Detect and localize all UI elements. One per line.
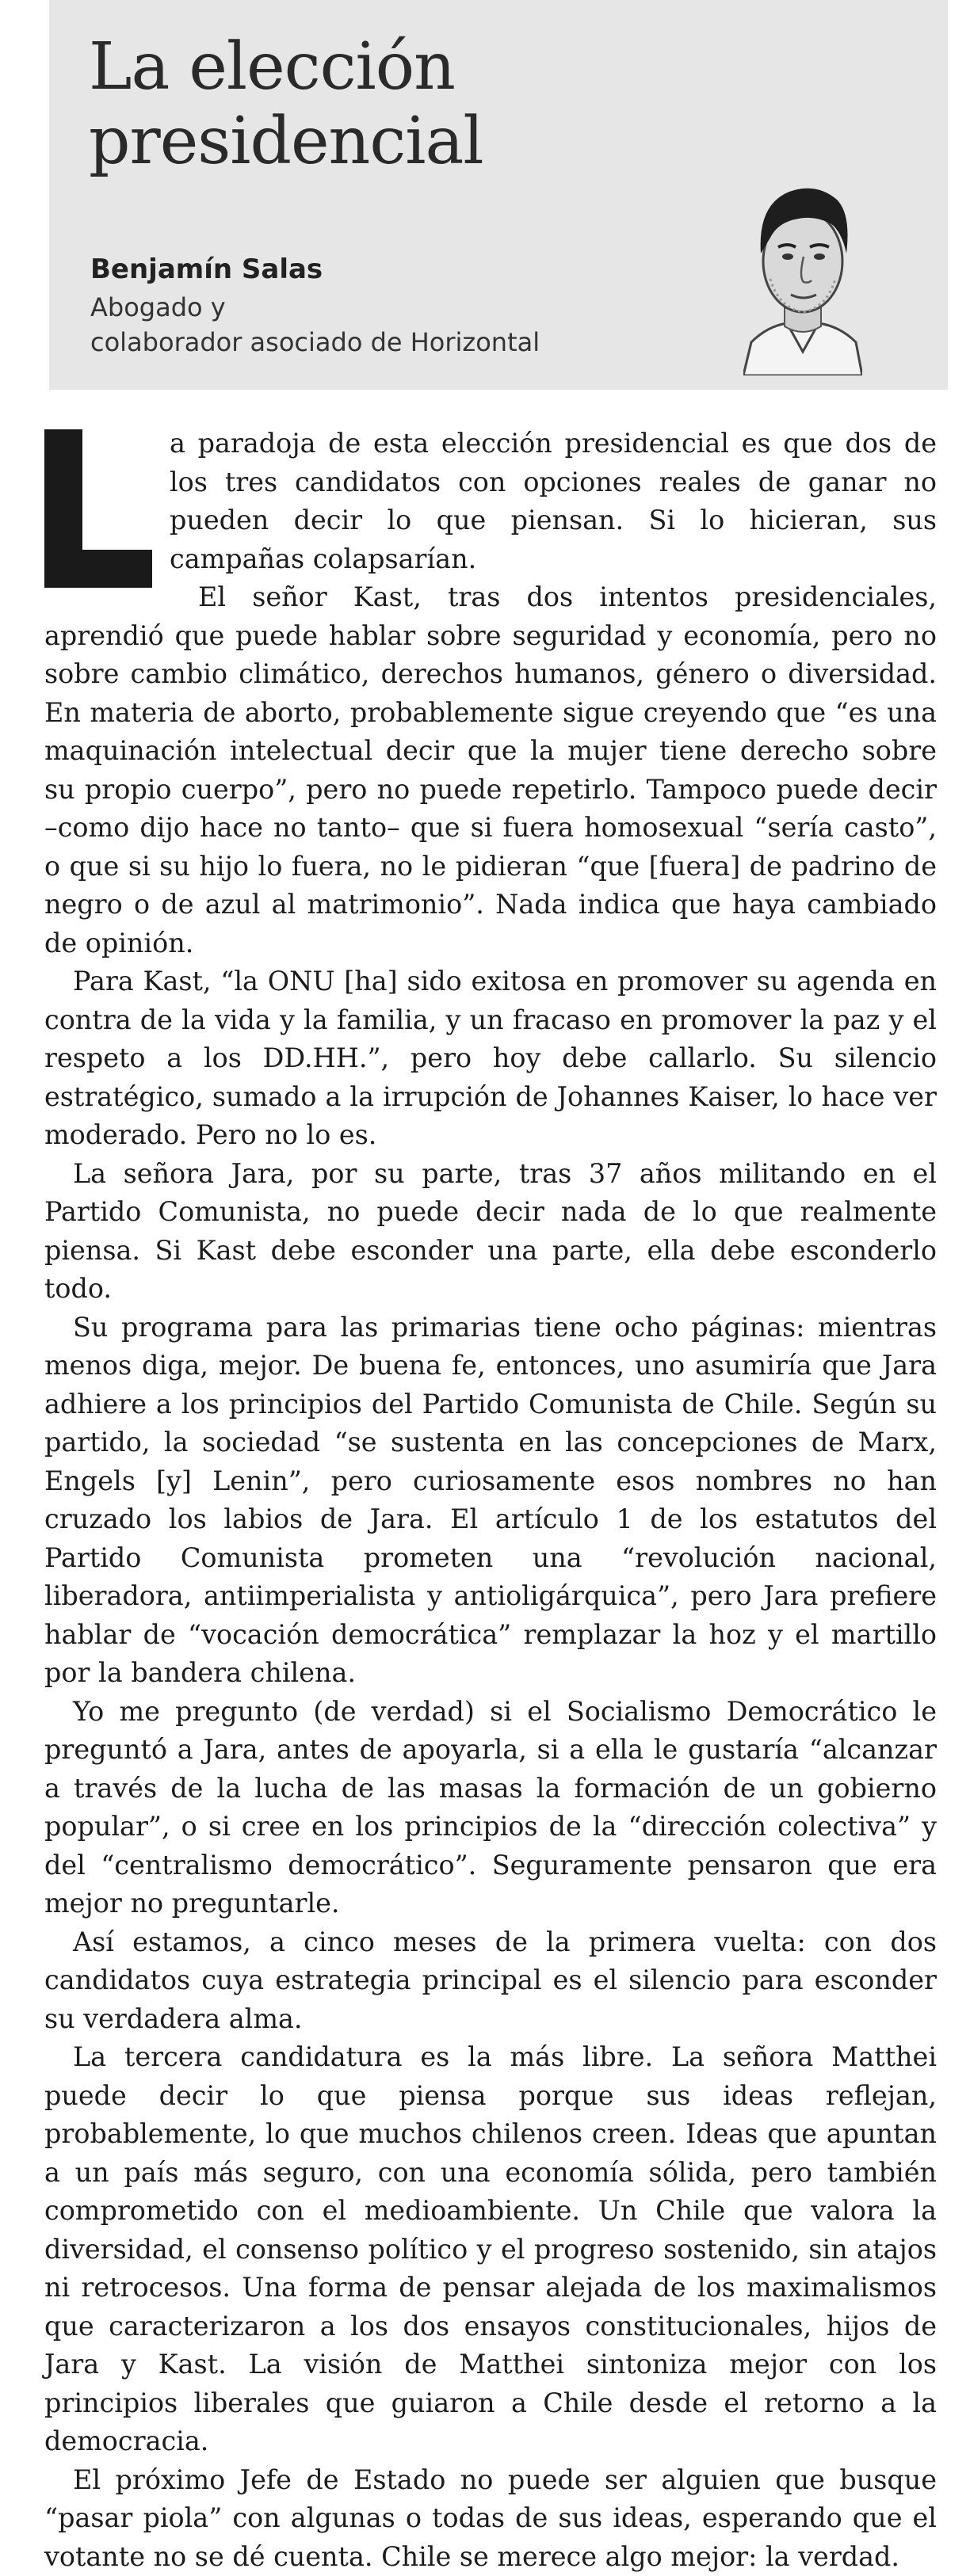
author-name: Benjamín Salas [90,253,323,285]
article-title [89,30,483,179]
drop-cap-letter: L [63,526,69,535]
paragraph: Así estamos, a cinco meses de la primera vuelta: con dos candidatos cuya estrategia principal es el silencio para esconder su verdadera alma. [44,1923,937,2039]
drop-cap [44,429,152,588]
paragraph: La tercera candidatura es la más libre. La señora Matthei puede decir lo que piensa porque sus ideas reflejan, probablemente, lo que muchos chilenos creen. Ideas que apuntan a un país más seguro, con una economía sólida, pero también comprometido con el medioambiente. Un Chile que valora la diversidad, el consenso político y el progreso sostenido, sin atajos ni retrocesos. Una forma de pensar alejada de los maximalismos que caracterizaron a los dos ensayos constitucionales, hijos de Jara y Kast. La visión de Matthei sintoniza mejor con los principios liberales que guiaron a Chile desde el retorno a la democracia. [44,2038,937,2461]
author-role-line-1: Abogado y [90,290,540,325]
paragraph: Yo me pregunto (de verdad) si el Socialismo Democrático le preguntó a Jara, antes de apoyarla, si a ella le gustaría “alcanzar a través de la lucha de las masas la formación de un gobierno popular”, o si cree en los principios de la “dirección colectiva” y del “centralismo democrático”. Seguramente pensaron que era mejor no preguntarle. [44,1693,937,1923]
paragraph: Para Kast, “la ONU [ha] sido exitosa en promover su agenda en contra de la vida y la familia, y un fracaso en promover la paz y el respeto a los DD.HH.”, pero hoy debe callarlo. Su silencio estratégico, sumado a la irrupción de Johannes Kaiser, lo hace ver moderado. Pero no lo es. [44,962,937,1155]
paragraph: Su programa para las primarias tiene ocho páginas: mientras menos diga, mejor. De buena fe, entonces, uno asumiría que Jara adhiere a los principios del Partido Comunista de Chile. Según su partido, la sociedad “se sustenta en las concepciones de Marx, Engels [y] Lenin”, pero curiosamente esos nombres no han cruzado los labios de Jara. El artículo 1 de los estatutos del Partido Comunista prometen una “revolución nacional, liberadora, antiimperialista y antioligárquica”, pero Jara prefiere hablar de “vocación democrática” remplazar la hoz y el martillo por la bandera chilena. [44,1309,937,1693]
paragraph: La señora Jara, por su parte, tras 37 años militando en el Partido Comunista, no puede decir nada de lo que realmente piensa. Si Kast debe esconder una parte, ella debe esconderlo todo. [44,1155,937,1309]
article-body [44,425,937,2576]
paragraph: El señor Kast, tras dos intentos presidenciales, aprendió que puede hablar sobre seguridad y economía, pero no sobre cambio climático, derechos humanos, género o diversidad. En materia de aborto, probablemente sigue creyendo que “es una maquinación intelectual decir que la mujer tiene derecho sobre su propio cuerpo”, pero no puede repetirlo. Tampoco puede decir –como dijo hace no tanto– que si fuera homosexual “sería casto”, o que si su hijo lo fuera, no le pidieran “que [fuera] de padrino de negro o de azul al matrimonio”. Nada indica que haya cambiado de opinión. [44,578,937,962]
author-portrait [743,168,862,375]
author-role [90,290,540,360]
title-line-1: La elección [89,30,483,105]
paragraph: El próximo Jefe de Estado no puede ser alguien que busque “pasar piola” con algunas o todas de sus ideas, esperando que el votante no se dé cuenta. Chile se merece algo mejor: la verdad. [44,2461,937,2576]
title-line-2: presidencial [89,105,483,179]
paragraph: a paradoja de esta elección presidencial es que dos de los tres candidatos con opciones reales de ganar no pueden decir lo que piensan. Si lo hicieran, sus campañas colapsarían. [44,425,937,578]
author-role-line-2: colaborador asociado de Horizontal [90,325,540,360]
